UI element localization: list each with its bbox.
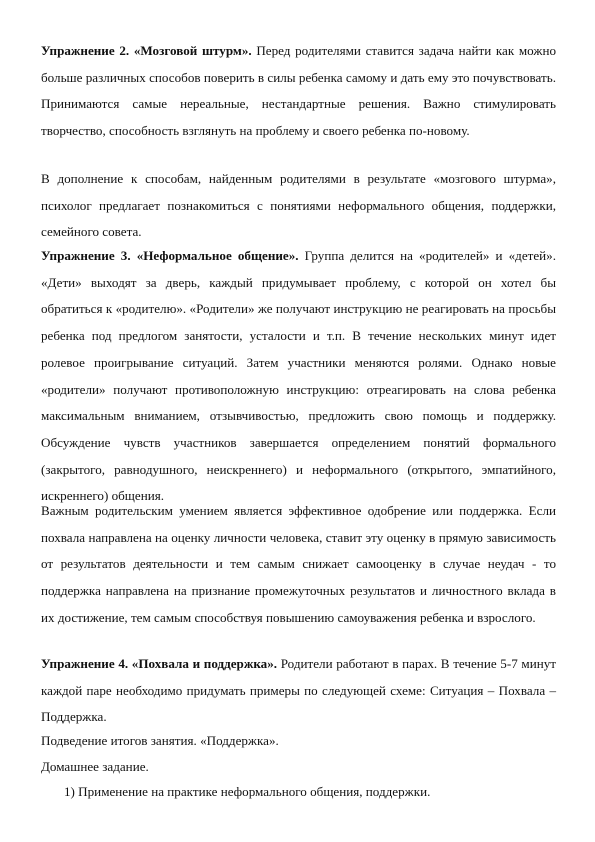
exercise-2-heading: Упражнение 2. «Мозговой штурм». xyxy=(41,43,252,58)
exercise-3-paragraph xyxy=(41,243,556,510)
exercise-4-paragraph xyxy=(41,651,556,731)
skill-paragraph: Важным родительским умением является эффективное одобрение или поддержка. Если похвала направлена на оценку личности человека, ставит эту оценку в прямую зависимость от результатов деятельности и тем самым снижает самооценку в случае неудач - то поддержка направлена на признание промежуточных результатов и личностного вклада в их достижение, тем самым способствуя повышению самоуважения ребенка и взрослого. xyxy=(41,503,556,625)
exercise-3-text: Группа делится на «родителей» и «детей». «Дети» выходят за дверь, каждый придумывает проблему, с которой он хотел бы обратиться к «родителю». «Родители» же получают инструкцию не реагировать на просьбы ребенка под предлогом занятости, усталости и т.п. В течение нескольких минут идет ролевое проигрывание ситуаций. Затем участники меняются ролями. Однако новые «родители» получают противоположную инструкцию: отреагировать на слова ребенка максимальным вниманием, отзывчивостью, предложить свою помощь и поддержку. Обсуждение чувств участников завершается определением понятий формального (закрытого, равнодушного, неискреннего) и неформального (открытого, эмпатийного, искреннего) общения. xyxy=(41,248,556,504)
list-item: 1) Применение на практике неформального общения, поддержки. xyxy=(64,784,431,799)
summary-line: Подведение итогов занятия. «Поддержка». xyxy=(41,733,279,748)
exercise-4-text: Родители работают в парах. В течение 5-7 минут каждой паре необходимо придумать примеры по следующей схеме: Ситуация – Похвала – Поддержка. xyxy=(41,656,556,725)
exercise-4-heading: Упражнение 4. «Похвала и поддержка». xyxy=(41,656,278,671)
exercise-2-text: Перед родителями ставится задача найти как можно больше различных способов поверить в силы ребенка самому и дать ему это почувствовать. Принимаются самые нереальные, нестандартные решения. Важно стимулировать творчество, способность взглянуть на проблему и своего ребенка по-новому. xyxy=(41,43,557,139)
homework-list xyxy=(64,779,544,806)
addition-paragraph: В дополнение к способам, найденным родителями в результате «мозгового штурма», психолог предлагает познакомиться с понятиями неформального общения, поддержки, семейного совета. xyxy=(41,171,556,240)
homework-line: Домашнее задание. xyxy=(41,759,149,774)
exercise-2-paragraph xyxy=(41,38,556,145)
exercise-3-heading: Упражнение 3. «Неформальное общение». xyxy=(41,248,299,263)
